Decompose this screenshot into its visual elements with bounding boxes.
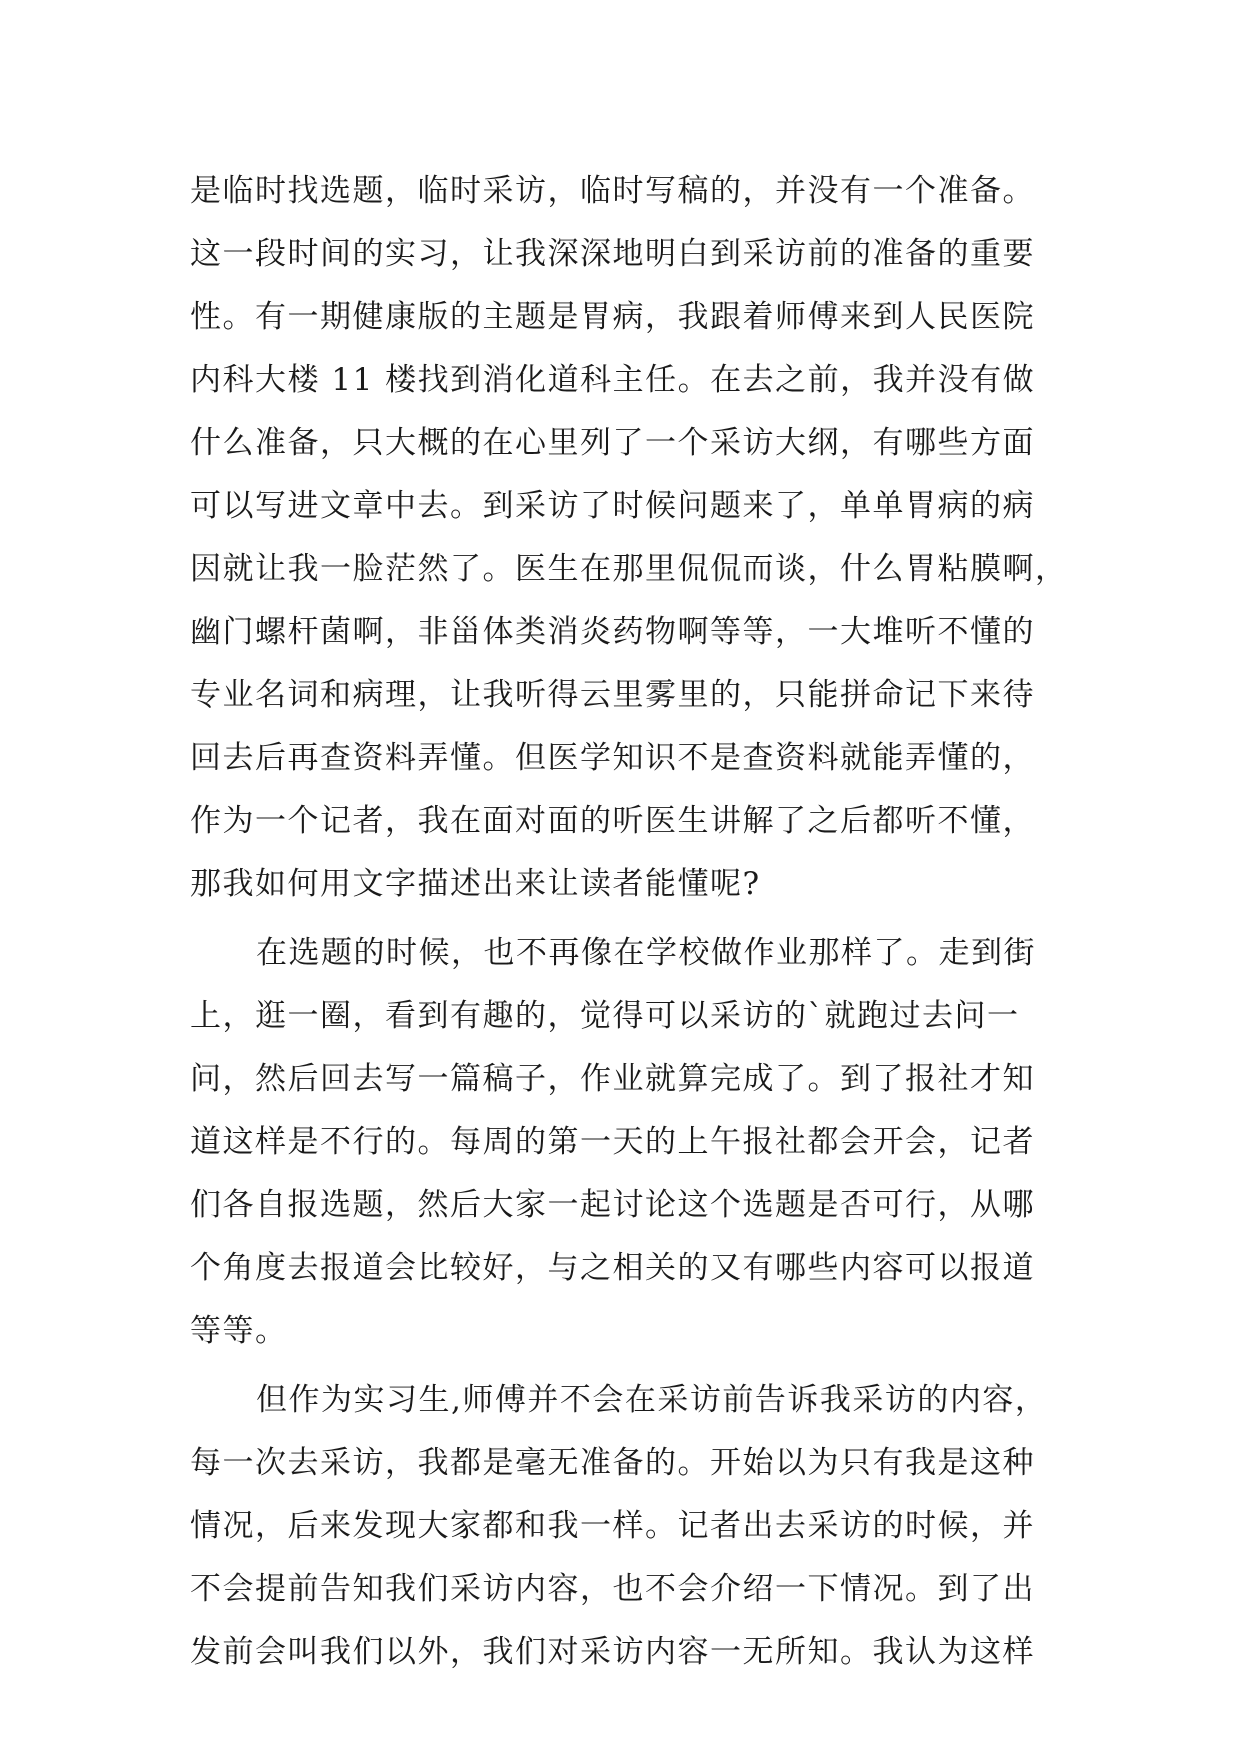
text-line: 情况，后来发现大家都和我一样。记者出去采访的时候，并 [190, 1508, 1035, 1544]
paragraph-2 [190, 922, 1070, 1363]
text-line: 不会提前告知我们采访内容，也不会介绍一下情况。到了出 [190, 1571, 1035, 1607]
text-line: 道这样是不行的。每周的第一天的上午报社都会开会，记者 [190, 1124, 1035, 1160]
body-text [190, 160, 1070, 1684]
text-line: 专业名词和病理，让我听得云里雾里的，只能拼命记下来待 [190, 677, 1035, 713]
text-line: 上，逛一圈，看到有趣的，觉得可以采访的`就跑过去问一 [190, 998, 1020, 1034]
text-line: 是临时找选题，临时采访，临时写稿的，并没有一个准备。 [190, 173, 1035, 209]
text-line: 等等。 [190, 1313, 288, 1349]
text-line: 那我如何用文字描述出来让读者能懂呢? [190, 866, 761, 902]
text-line: 发前会叫我们以外，我们对采访内容一无所知。我认为这样 [190, 1634, 1035, 1670]
text-line: 每一次去采访，我都是毫无准备的。开始以为只有我是这种 [190, 1445, 1035, 1481]
paragraph-1 [190, 160, 1070, 916]
text-line: 们各自报选题，然后大家一起讨论这个选题是否可行，从哪 [190, 1187, 1035, 1223]
text-line: 作为一个记者，我在面对面的听医生讲解了之后都听不懂， [190, 803, 1035, 839]
text-line: 这一段时间的实习，让我深深地明白到采访前的准备的重要 [190, 236, 1035, 272]
text-line: 个角度去报道会比较好，与之相关的又有哪些内容可以报道 [190, 1250, 1035, 1286]
text-line: 幽门螺杆菌啊，非甾体类消炎药物啊等等，一大堆听不懂的 [190, 614, 1035, 650]
text-line-indented: 在选题的时候，也不再像在学校做作业那样了。走到街 [256, 935, 1036, 971]
text-line: 因就让我一脸茫然了。医生在那里侃侃而谈，什么胃粘膜啊， [190, 551, 1068, 587]
text-line: 可以写进文章中去。到采访了时候问题来了，单单胃病的病 [190, 488, 1035, 524]
text-line: 问，然后回去写一篇稿子，作业就算完成了。到了报社才知 [190, 1061, 1035, 1097]
text-line: 内科大楼 11 楼找到消化道科主任。在去之前，我并没有做 [190, 362, 1036, 398]
paragraph-3 [190, 1369, 1070, 1684]
text-line: 什么准备，只大概的在心里列了一个采访大纲，有哪些方面 [190, 425, 1035, 461]
text-line: 性。有一期健康版的主题是胃病，我跟着师傅来到人民医院 [190, 299, 1035, 335]
text-line: 回去后再查资料弄懂。但医学知识不是查资料就能弄懂的， [190, 740, 1035, 776]
text-line-indented: 但作为实习生,师傅并不会在采访前告诉我采访的内容， [256, 1382, 1048, 1418]
